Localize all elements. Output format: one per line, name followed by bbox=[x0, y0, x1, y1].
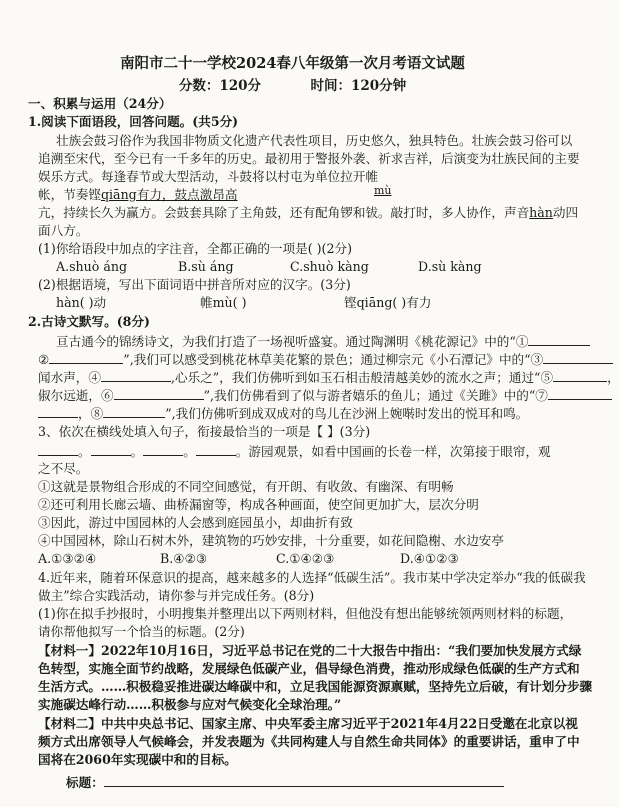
material-2-line: 频方式出席领导人气候峰会，并发表题为《共同构建人与自然生命共同体》的重要讲话，重申了中 bbox=[38, 734, 580, 749]
answer-blank-1[interactable] bbox=[528, 333, 590, 346]
material-1-label: 【材料一】 bbox=[38, 643, 101, 658]
q4-sub1-b: 请你帮他拟写一个恰当的标题。(2分) bbox=[38, 624, 245, 639]
q3-item: ②还可利用长廊云墙、曲桥漏窗等，构成各种画面，使空间更加扩大，层次分明 bbox=[38, 497, 479, 512]
answer-blank-8[interactable] bbox=[103, 405, 165, 418]
q3-item: ④中国园林，除山石树木外，建筑物的巧妙安排，十分重要，如花间隐榭、水边安亭 bbox=[38, 533, 504, 548]
q1-passage-line: 亢，持续长久为赢方。会鼓套具除了主角鼓，还有配角锣和钹。敲打时，多人协作，声音hàn动四 bbox=[38, 205, 579, 220]
q3-blank-4[interactable] bbox=[196, 443, 236, 456]
answer-blank-4[interactable] bbox=[101, 369, 171, 382]
q1-header: 1.阅读下面语段，回答问题。(共5分) bbox=[28, 114, 239, 129]
q3-option-a[interactable]: A.①③②④ bbox=[38, 551, 97, 566]
q3-item: ①这就是景物组合形成的不同空间感觉，有开朗、有收敛、有幽深、有明畅 bbox=[38, 479, 454, 494]
q3-line: 。 。 。 。游园观景，如看中国画的长卷一样，次第接于眼帘，观 bbox=[38, 443, 565, 460]
option-a[interactable]: A.shuò áng bbox=[56, 259, 128, 274]
title-label: 标题： bbox=[66, 775, 104, 790]
q3-blank-3[interactable] bbox=[143, 443, 183, 456]
q1-sub2: (2)根据语境，写出下面词语中拼音所对应的汉字。(3分) bbox=[38, 277, 351, 292]
q1-passage-line: 追溯至宋代，至今已有一千多年的历史。最初用于警报外袭、祈求吉祥，后演变为壮族民间的主要 bbox=[38, 151, 580, 166]
fill-han[interactable]: hàn( )动 bbox=[56, 295, 107, 310]
exam-meta bbox=[0, 74, 585, 94]
exam-title: 南阳市二十一学校2024春八年级第一次月考语文试题 bbox=[120, 55, 465, 72]
q3-item: ③因此，游过中国园林的人会感到庭园虽小，却曲折有致 bbox=[38, 515, 353, 530]
time-label: 时间：120分钟 bbox=[310, 78, 407, 94]
q4-sub1: (1)你在拟手抄报时，小明搜集并整理出以下两则材料，但他没有想出能够统领两则材料的标题， bbox=[38, 606, 573, 621]
q3-blank-1[interactable] bbox=[38, 443, 78, 456]
q1-passage-line: 娱乐方式。每逢春节或大型活动，斗鼓将以村屯为单位拉开帷 bbox=[38, 169, 379, 184]
material-1-line: 色转型，实施全面节约战略，发展绿色低碳产业，倡导绿色消费，推动形成绿色低碳的生产方式和 bbox=[38, 661, 580, 676]
material-1-line: 生活方式。……积极稳妥推进碳达峰碳中和，立足我国能源资源禀赋，坚持先立后破，有计划分步骤 bbox=[38, 679, 593, 694]
title-answer-blank[interactable] bbox=[104, 774, 504, 787]
material-1-line: 实施碳达峰行动……积极参与应对气候变化全球治理。” bbox=[38, 697, 342, 712]
q1-passage-line: 面八方。 bbox=[38, 223, 89, 238]
q3-options bbox=[38, 551, 565, 567]
option-d[interactable]: D.sù kàng bbox=[418, 259, 482, 274]
fill-qiang[interactable]: 铿qiāng( )有力 bbox=[344, 295, 432, 310]
q3-option-b[interactable]: B.④②③ bbox=[160, 551, 208, 566]
option-b[interactable]: B.sù áng bbox=[178, 259, 234, 274]
q2-line: ，⑧ ”,我们仿佛听到成双成对的鸟儿在沙洲上婉啭时发出的悦耳和鸣。 bbox=[38, 405, 565, 422]
material-1-line: 【材料一】2022年10月16日，习近平总书记在党的二十大报告中指出：“我们要加快发展方式绿 bbox=[38, 643, 582, 658]
score-label: 分数：120分 bbox=[178, 78, 262, 94]
answer-blank-6[interactable] bbox=[114, 387, 204, 400]
q2-line: 俶尔远逝，⑥ ”,我们仿佛看到了似与游者嬉乐的鱼儿；通过《关雎》中的“⑦ bbox=[38, 387, 565, 404]
answer-blank-7b[interactable] bbox=[38, 405, 78, 418]
answer-blank-3[interactable] bbox=[543, 351, 613, 364]
q2-header: 2.古诗文默写。(8分) bbox=[28, 314, 150, 329]
option-c[interactable]: C.shuò kàng bbox=[290, 259, 369, 274]
q2-line: ② ”,我们可以感受到桃花林草美花繁的景色；通过柳宗元《小石潭记》中的“③ bbox=[38, 351, 565, 368]
q1-passage-line: 帐，节奏铿qiāng有力，鼓点激昂高 bbox=[38, 187, 238, 202]
fill-mu[interactable]: 帷mù( ) bbox=[200, 295, 247, 310]
material-2-line: 国将在2060年实现碳中和的目标。 bbox=[38, 752, 237, 767]
part1-header: 一、积累与运用（24分） bbox=[28, 96, 172, 111]
q3-option-d[interactable]: D.④①②③ bbox=[400, 551, 459, 566]
answer-blank-2[interactable] bbox=[49, 351, 123, 364]
q3-header: 3、依次在横线处填入句子，衔接最恰当的一项是【 】(3分) bbox=[38, 424, 371, 439]
title-answer-line bbox=[66, 774, 565, 791]
answer-blank-7[interactable] bbox=[548, 387, 612, 400]
q3-blank-2[interactable] bbox=[91, 443, 131, 456]
pinyin-han: hàn bbox=[529, 205, 553, 220]
q2-line: 亘古通今的锦绣诗文，为我们打造了一场视听盛宴。通过陶渊明《桃花源记》中的“① bbox=[56, 333, 565, 350]
q1-sub1: (1)你给语段中加点的字注音，全都正确的一项是( )(2分) bbox=[38, 241, 352, 256]
pinyin-mu: mù bbox=[374, 184, 392, 197]
q1-sub2-items bbox=[56, 295, 565, 311]
q3-line: 之不尽。 bbox=[38, 461, 89, 476]
q3-option-c[interactable]: C.①④②③ bbox=[276, 551, 335, 566]
material-2-line: 【材料二】中共中央总书记、国家主席、中央军委主席习近平于2021年4月22日受邀在北京以视 bbox=[38, 716, 578, 731]
material-2-label: 【材料二】 bbox=[38, 716, 101, 731]
answer-blank-5[interactable] bbox=[553, 369, 607, 382]
q4-header: 4.近年来，随着环保意识的提高，越来越多的人选择“低碳生活”。我市某中学决定举办“我的低碳我 bbox=[38, 570, 586, 585]
q2-line: 闻水声，④ ,心乐之”，我们仿佛听到如玉石相击般清越美妙的流水之声；通过“⑤ ， bbox=[38, 370, 620, 385]
q1-sub1-options bbox=[56, 259, 565, 275]
q4-header-2: 做主”综合实践活动，请你参与并完成任务。(8分) bbox=[38, 588, 315, 603]
q1-passage-line: 壮族会鼓习俗作为我国非物质文化遗产代表性项目，历史悠久，独具特色。壮族会鼓习俗可以 bbox=[56, 133, 573, 148]
